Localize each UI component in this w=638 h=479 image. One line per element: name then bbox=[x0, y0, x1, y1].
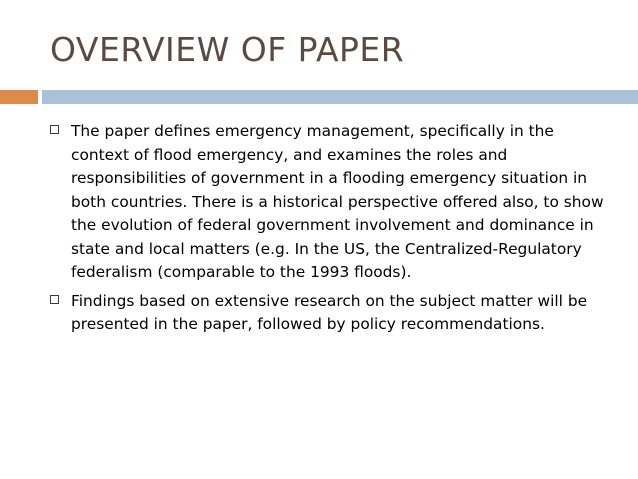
slide-title: OVERVIEW OF PAPER bbox=[50, 30, 405, 69]
bullet-item bbox=[50, 120, 610, 285]
bullet-text: The paper defines emergency management, specifically in the context of flood emergency, and examines the roles and responsibilities of government in a flooding emergency situation in both countries. There is a historical perspective offered also, to show the evolution of federal government involvement and dominance in state and local matters (e.g. In the US, the Centralized-Regulatory federalism (comparable to the 1993 floods). bbox=[71, 122, 604, 281]
bullet-item bbox=[50, 290, 610, 337]
accent-bar-orange bbox=[0, 90, 38, 104]
bullet-text: Findings based on extensive research on the subject matter will be presented in the paper, followed by policy recommendations. bbox=[71, 291, 588, 333]
accent-bar-blue bbox=[42, 90, 638, 104]
square-bullet-icon bbox=[50, 125, 59, 134]
square-bullet-icon bbox=[50, 295, 59, 304]
bullet-list bbox=[50, 120, 610, 342]
